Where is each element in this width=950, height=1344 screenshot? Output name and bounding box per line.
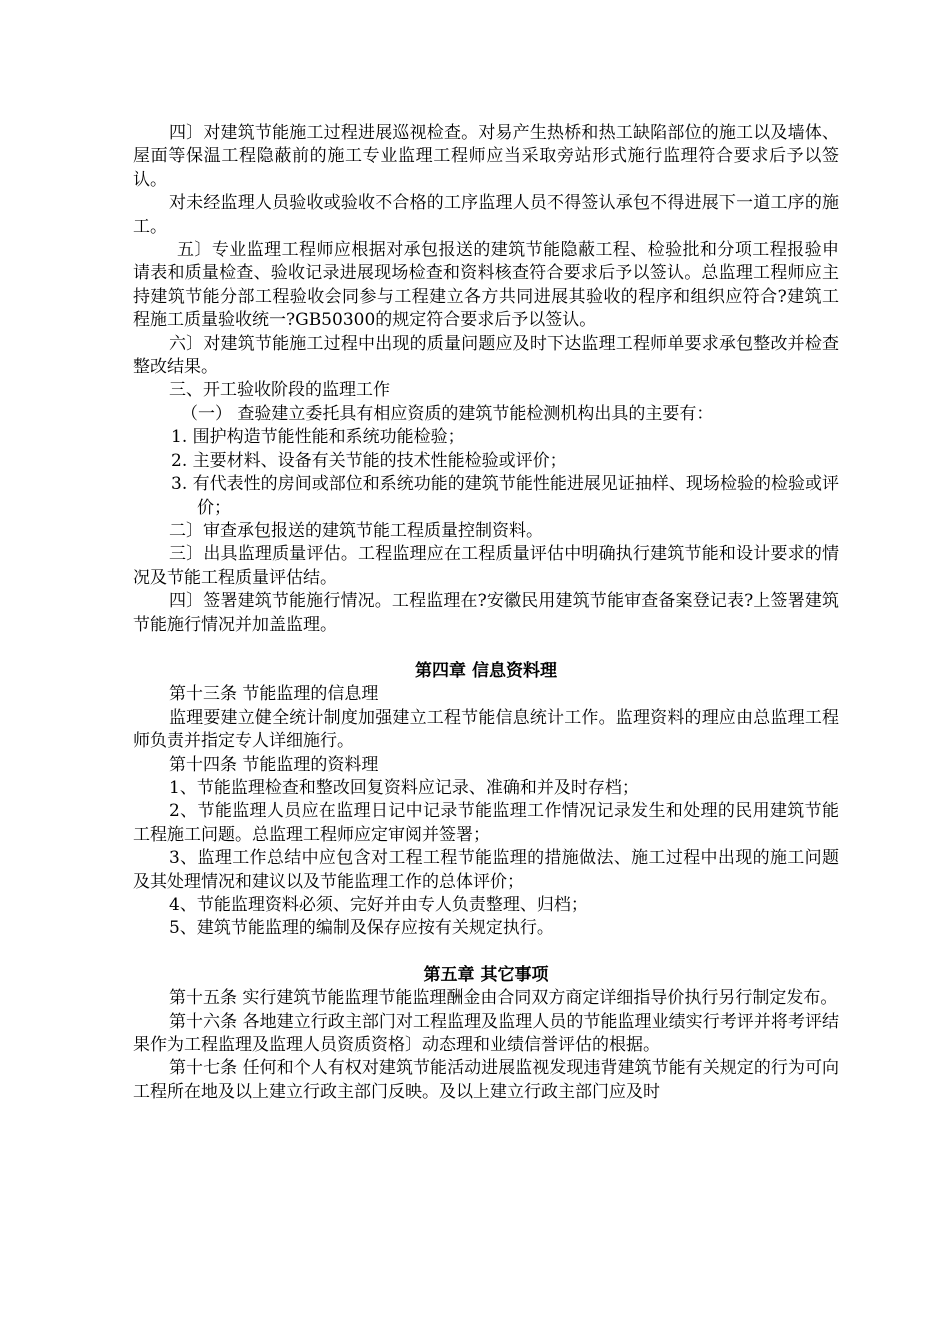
- article-14-item: 1、节能监理检查和整改回复资料应记录、准确和并及时存档；: [169, 777, 639, 798]
- paragraph-verify-testing: （一） 查验建立委托具有相应资质的建筑节能检测机构出具的主要有：: [181, 403, 714, 424]
- article-14-title: 第十四条 节能监理的资料理: [169, 754, 379, 775]
- paragraph-unaccepted-process: 对未经监理人员验收或验收不合格的工序监理人员不得签认承包不得进展下一道工序的施工。: [133, 193, 839, 237]
- article-13-title: 第十三条 节能监理的信息理: [169, 684, 379, 705]
- list-item: 2. 主要材料、设备有关节能的技术性能检验或评价；: [171, 450, 567, 471]
- list-item: 3. 有代表性的房间或部位和系统功能的建筑节能性能进展见证抽样、现场检验的检验或评价；: [171, 474, 839, 518]
- article-14-item: 2、节能监理人员应在监理日记中记录节能监理工作情况记录发生和处理的民用建筑节能工程施工问题。总监理工程师应定审阅并签署；: [133, 801, 839, 845]
- paragraph-sign-implementation: 四〕签署建筑节能施行情况。工程监理在?安徽民用建筑节能审查备案登记表?上签署建筑节能施行情况并加盖监理。: [133, 591, 839, 635]
- section-heading-acceptance-stage: 三、开工验收阶段的监理工作: [169, 380, 390, 401]
- paragraph-acceptance: 五〕专业监理工程师应根据对承包报送的建筑节能隐蔽工程、检验批和分项工程报验申请表和质量检查、验收记录进展现场检查和资料核查符合要求后予以签认。总监理工程师应主持建筑节能分部工程验收会同参与工程建立各方共同进展其验收的程序和组织应符合?建筑工程施工质量验收统一?GB50300的规定符合要求后予以签认。: [133, 240, 839, 331]
- article-14-item: 5、建筑节能监理的编制及保存应按有关规定执行。: [169, 918, 554, 939]
- chapter-heading-5: 第五章 其它事项: [423, 964, 549, 985]
- list-item: 1. 围护构造节能性能和系统功能检验；: [171, 427, 465, 448]
- document-page: [133, 122, 839, 1104]
- article-14-item: 3、监理工作总结中应包含对工程工程节能监理的措施做法、施工过程中出现的施工问题及其处理情况和建议以及节能监理工作的总体评价；: [133, 848, 839, 892]
- paragraph-quality-assessment: 三〕出具监理质量评估。工程监理应在工程质量评估中明确执行建筑节能和设计要求的情况及节能工程质量评估结。: [133, 544, 839, 588]
- paragraph-inspection: 四〕对建筑节能施工过程进展巡视检查。对易产生热桥和热工缺陷部位的施工以及墙体、屋面等保温工程隐蔽前的施工专业监理工程师应当采取旁站形式施行监理符合要求后予以签认。: [133, 123, 839, 190]
- article-16: 第十六条 各地建立行政主部门对工程监理及监理人员的节能监理业绩实行考评并将考评结果作为工程监理及监理人员资质资格〕动态理和业绩信誉评估的根据。: [133, 1011, 839, 1056]
- article-13-body: 监理要建立健全统计制度加强建立工程节能信息统计工作。监理资料的理应由总监理工程师负责并指定专人详细施行。: [133, 707, 839, 752]
- article-17: 第十七条 任何和个人有权对建筑节能活动进展监视发现违背建筑节能有关规定的行为可向工程所在地及以上建立行政主部门反映。及以上建立行政主部门应及时: [133, 1058, 839, 1102]
- article-15: 第十五条 实行建筑节能监理节能监理酬金由合同双方商定详细指导价执行另行制定发布。: [169, 988, 838, 1009]
- chapter-heading-4: 第四章 信息资料理: [415, 660, 557, 681]
- paragraph-quality-issues: 六〕对建筑节能施工过程中出现的质量问题应及时下达监理工程师单要求承包整改并检查整改结果。: [133, 333, 839, 378]
- article-14-item: 4、节能监理资料必须、完好并由专人负责整理、归档；: [169, 895, 588, 915]
- paragraph-review-materials: 二〕审查承包报送的建筑节能工程质量控制资料。: [169, 520, 543, 541]
